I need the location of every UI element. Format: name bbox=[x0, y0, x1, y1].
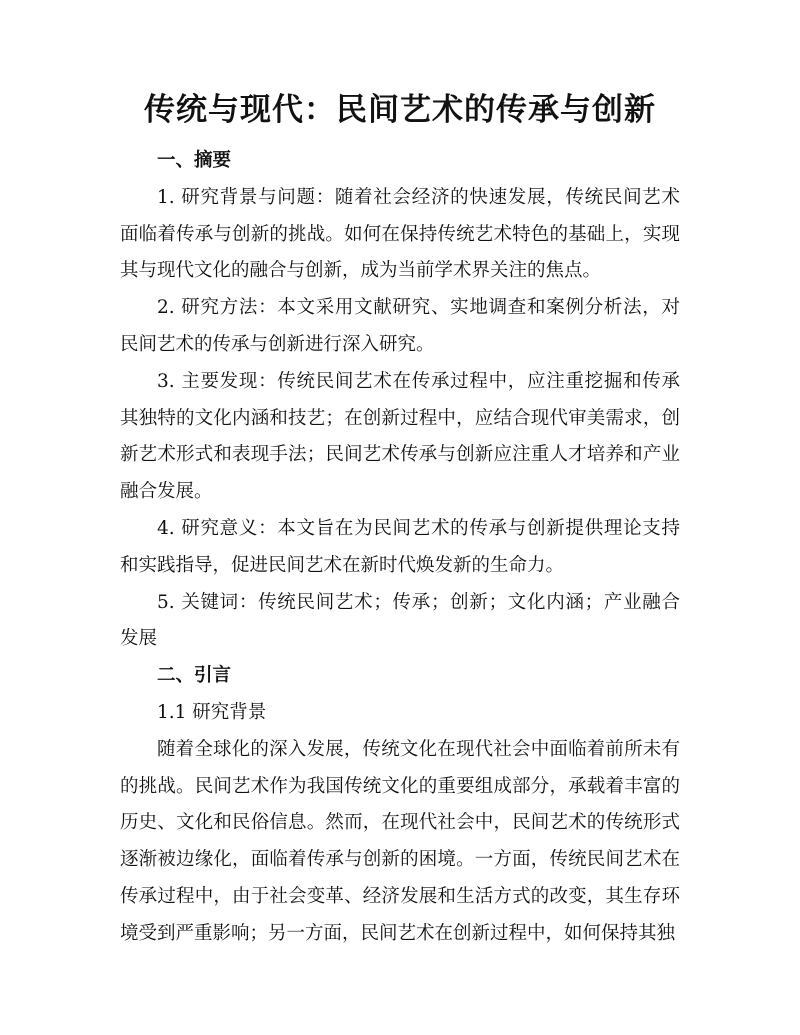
document-title: 传统与现代：民间艺术的传承与创新 bbox=[144, 92, 656, 128]
abstract-paragraph-keywords: 5. 关键词：传统民间艺术；传承；创新；文化内涵；产业融合发展 bbox=[120, 591, 680, 650]
document-body bbox=[120, 143, 680, 953]
section-heading-introduction: 二、引言 bbox=[157, 665, 232, 687]
abstract-paragraph-significance: 4. 研究意义：本文旨在为民间艺术的传承与创新提供理论支持和实践指导，促进民间艺术在新时代焕发新的生命力。 bbox=[120, 517, 680, 576]
abstract-paragraph-findings: 3. 主要发现：传统民间艺术在传承过程中，应注重挖掘和传承其独特的文化内涵和技艺；在创新过程中，应结合现代审美需求，创新艺术形式和表现手法；民间艺术传承与创新应注重人才培养和产业融合发展。 bbox=[120, 370, 680, 503]
abstract-paragraph-methods: 2. 研究方法：本文采用文献研究、实地调查和案例分析法，对民间艺术的传承与创新进行深入研究。 bbox=[120, 297, 680, 355]
section-heading-abstract: 一、摘要 bbox=[157, 150, 232, 171]
abstract-paragraph-background: 1. 研究背景与问题：随着社会经济的快速发展，传统民间艺术面临着传承与创新的挑战。如何在保持传统艺术特色的基础上，实现其与现代文化的融合与创新，成为当前学术界关注的焦点。 bbox=[120, 186, 680, 282]
subsection-heading-background: 1.1 研究背景 bbox=[157, 701, 267, 723]
introduction-paragraph: 随着全球化的深入发展，传统文化在现代社会中面临着前所未有的挑战。民间艺术作为我国传统文化的重要组成部分，承载着丰富的历史、文化和民俗信息。然而，在现代社会中，民间艺术的传统形式逐渐被边缘化，面临着传承与创新的困境。一方面，传统民间艺术在传承过程中，由于社会变革、经济发展和生活方式的改变，其生存环境受到严重影响；另一方面，民间艺术在创新过程中，如何保持其独 bbox=[120, 738, 680, 944]
